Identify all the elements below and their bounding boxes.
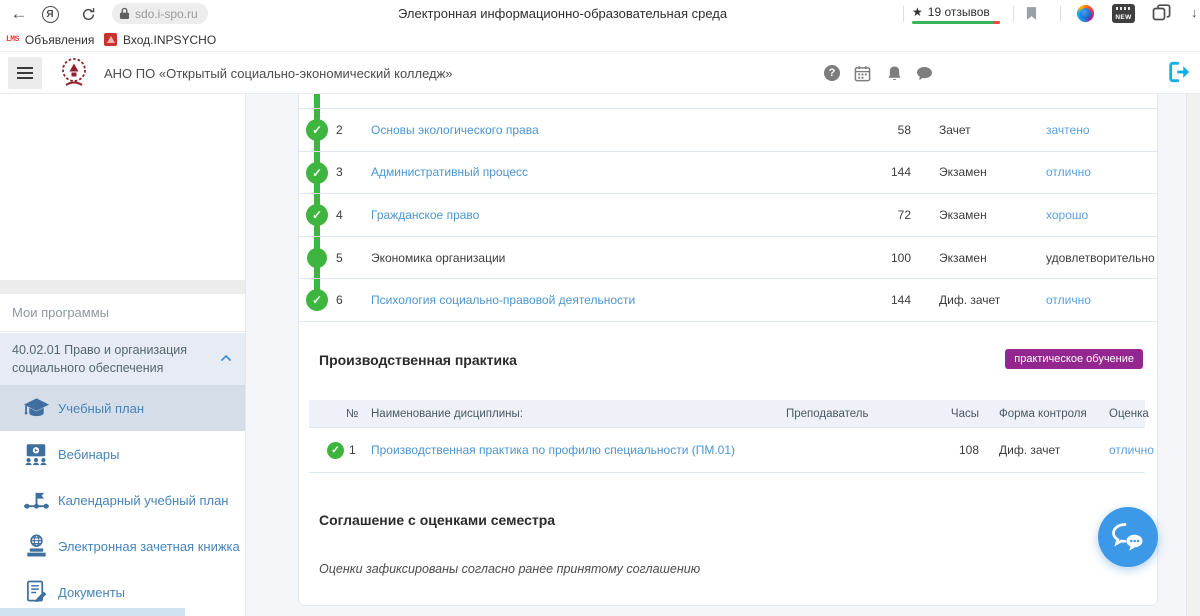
col-header-teacher: Преподаватель	[786, 407, 869, 420]
extension-new-icon[interactable]	[1112, 4, 1135, 23]
college-logo	[57, 56, 91, 90]
menu-toggle-button[interactable]	[8, 57, 42, 89]
col-header-name: Наименование дисциплины:	[371, 407, 523, 420]
calendar-icon	[854, 65, 871, 82]
hours-value: 144	[890, 293, 911, 308]
milestones-flag-icon	[22, 487, 50, 513]
grade-link[interactable]: зачтено	[1046, 122, 1090, 137]
address-bar[interactable]	[112, 3, 208, 24]
reviews-rating-bar	[912, 21, 1000, 24]
col-header-grade: Оценка	[1109, 407, 1149, 420]
program-name: 40.02.01 Право и организация социального обеспечения	[12, 343, 188, 376]
control-form: Зачет	[939, 122, 971, 137]
sidebar-item-webinars[interactable]	[0, 431, 245, 477]
toolbar-separator	[1060, 6, 1061, 22]
chat-fab-button[interactable]	[1098, 507, 1158, 567]
lms-favicon: LMS	[6, 35, 19, 44]
toolbar-separator	[903, 6, 904, 22]
sidebar-item-label: Электронная зачетная книжка	[58, 538, 240, 554]
table-row	[299, 237, 1157, 280]
status-check-icon	[306, 162, 328, 184]
row-number: 6	[336, 293, 343, 308]
toolbar-separator	[1013, 6, 1014, 22]
browser-profile-icon[interactable]	[1077, 5, 1094, 22]
sidebar-divider	[0, 280, 245, 294]
browser-scrollbar[interactable]	[1186, 94, 1200, 616]
discipline-link[interactable]: Административный процесс	[371, 165, 528, 180]
discipline-link[interactable]: Основы экологического права	[371, 122, 539, 137]
hours-value: 100	[890, 250, 911, 265]
new-badge: NEW	[1115, 14, 1132, 21]
sidebar-item-label: Учебный план	[58, 400, 144, 416]
col-header-hours: Часы	[950, 407, 979, 420]
reload-icon	[81, 7, 96, 22]
app-body	[0, 94, 1200, 616]
organization-name: АНО ПО «Открытый социально-экономический колледж»	[104, 66, 453, 81]
control-form: Экзамен	[939, 250, 987, 265]
table-row	[299, 194, 1157, 237]
sidebar-item-study-plan[interactable]	[0, 385, 245, 431]
app-header	[0, 52, 1200, 94]
main-content	[247, 94, 1186, 616]
agreement-note: Оценки зафиксированы согласно ранее принятому соглашению	[319, 562, 701, 576]
browser-page-title: Электронная информационно-образовательная среда	[398, 6, 728, 21]
discipline-link[interactable]: Гражданское право	[371, 207, 480, 222]
grade-link[interactable]: отлично	[1046, 165, 1091, 180]
sidebar-section-title: Мои программы	[12, 305, 109, 320]
chevron-up-icon	[221, 355, 231, 361]
status-check-icon	[306, 119, 328, 141]
row-number: 3	[336, 165, 343, 180]
downloads-icon[interactable]: ↓	[1191, 5, 1198, 20]
discipline-link[interactable]: Психология социально-правовой деятельности	[371, 293, 636, 308]
reviews-count: 19 отзывов	[927, 5, 990, 19]
practice-section-title: Производственная практика	[319, 352, 517, 368]
bookmark-lms[interactable]	[6, 28, 94, 51]
status-check-icon	[306, 289, 328, 311]
browser-back-button[interactable]: ←	[10, 4, 28, 23]
hours-value: 108	[958, 443, 979, 457]
control-form: Диф. зачет	[939, 293, 1001, 308]
sidebar-item-label: Документы	[58, 584, 126, 600]
row-number: 2	[336, 122, 343, 137]
table-row	[309, 428, 1154, 473]
bookmark-page-button[interactable]	[1026, 6, 1037, 26]
yandex-icon: Я	[42, 6, 59, 23]
grade-link[interactable]: отлично	[1046, 293, 1091, 308]
status-dot-icon	[307, 248, 327, 268]
question-icon: ?	[824, 65, 840, 81]
sidebar-menu	[0, 385, 245, 615]
hours-value: 144	[890, 165, 911, 180]
star-icon: ★	[912, 5, 923, 19]
bookmarks-bar	[0, 28, 1200, 52]
logout-button[interactable]	[1168, 60, 1192, 84]
sidebar-section	[0, 294, 245, 332]
calendar-button[interactable]	[852, 63, 872, 83]
bookmark-icon	[1026, 6, 1037, 21]
row-number: 5	[336, 250, 343, 265]
help-button[interactable]	[822, 63, 842, 83]
graduation-cap-icon	[22, 395, 50, 421]
messages-button[interactable]	[914, 63, 934, 83]
table-row	[299, 109, 1157, 152]
sidebar-item-calendar-plan[interactable]	[0, 477, 245, 523]
chat-bubbles-icon	[1111, 522, 1145, 552]
bookmark-inpsycho[interactable]	[104, 28, 216, 51]
sidebar-item-label: Вебинары	[58, 446, 120, 462]
sidebar-item-gradebook[interactable]	[0, 523, 245, 569]
row-number: 1	[349, 443, 356, 457]
practice-table-header	[309, 400, 1149, 428]
browser-toolbar	[0, 0, 1200, 28]
table-row	[299, 152, 1157, 195]
sidebar-item-label: Календарный учебный план	[58, 492, 229, 508]
webinar-icon	[22, 441, 50, 467]
hours-value: 58	[897, 122, 911, 137]
grade-link[interactable]: отлично	[1109, 443, 1154, 457]
control-form: Диф. зачет	[999, 443, 1061, 457]
col-header-num: №	[346, 407, 359, 420]
agreement-section-title: Соглашение с оценками семестра	[319, 512, 556, 528]
yandex-home-button[interactable]	[39, 3, 61, 25]
reload-button[interactable]	[77, 3, 99, 25]
row-number: 4	[336, 207, 343, 222]
discipline-link[interactable]: Производственная практика по профилю специальности (ПМ.01)	[371, 443, 736, 457]
site-reviews-button[interactable]	[912, 5, 990, 19]
col-header-control: Форма контроля	[999, 407, 1087, 420]
practice-table	[309, 400, 1154, 473]
logout-icon	[1168, 60, 1192, 84]
program-selector[interactable]	[0, 333, 245, 385]
control-form: Экзамен	[939, 165, 987, 180]
status-check-icon	[327, 442, 344, 459]
table-row	[299, 279, 1157, 322]
bookmark-label: Объявления	[24, 32, 95, 47]
extension-icon[interactable]	[1152, 4, 1171, 27]
sidebar	[0, 94, 246, 616]
gradebook-globe-icon	[22, 533, 50, 559]
lock-icon	[119, 7, 130, 20]
notifications-button[interactable]	[884, 63, 904, 83]
study-plan-card	[298, 94, 1158, 606]
url-text: sdo.i-spo.ru	[135, 6, 198, 21]
control-form: Экзамен	[939, 207, 987, 222]
bookmark-label: Вход.INPSYCHO	[123, 32, 217, 47]
document-pen-icon	[22, 579, 50, 605]
practice-badge: практическое обучение	[1005, 349, 1143, 369]
chat-bubble-icon	[916, 66, 933, 81]
hours-value: 72	[897, 207, 911, 222]
status-check-icon	[306, 204, 328, 226]
discipline-name: Экономика организации	[371, 250, 506, 265]
grade-link[interactable]: хорошо	[1046, 207, 1089, 222]
grade-value: удовлетворительно	[1046, 250, 1155, 265]
inpsycho-favicon	[104, 33, 117, 46]
sidebar-footer-strip	[0, 608, 185, 616]
bell-icon	[887, 65, 902, 82]
grades-table	[299, 108, 1157, 322]
